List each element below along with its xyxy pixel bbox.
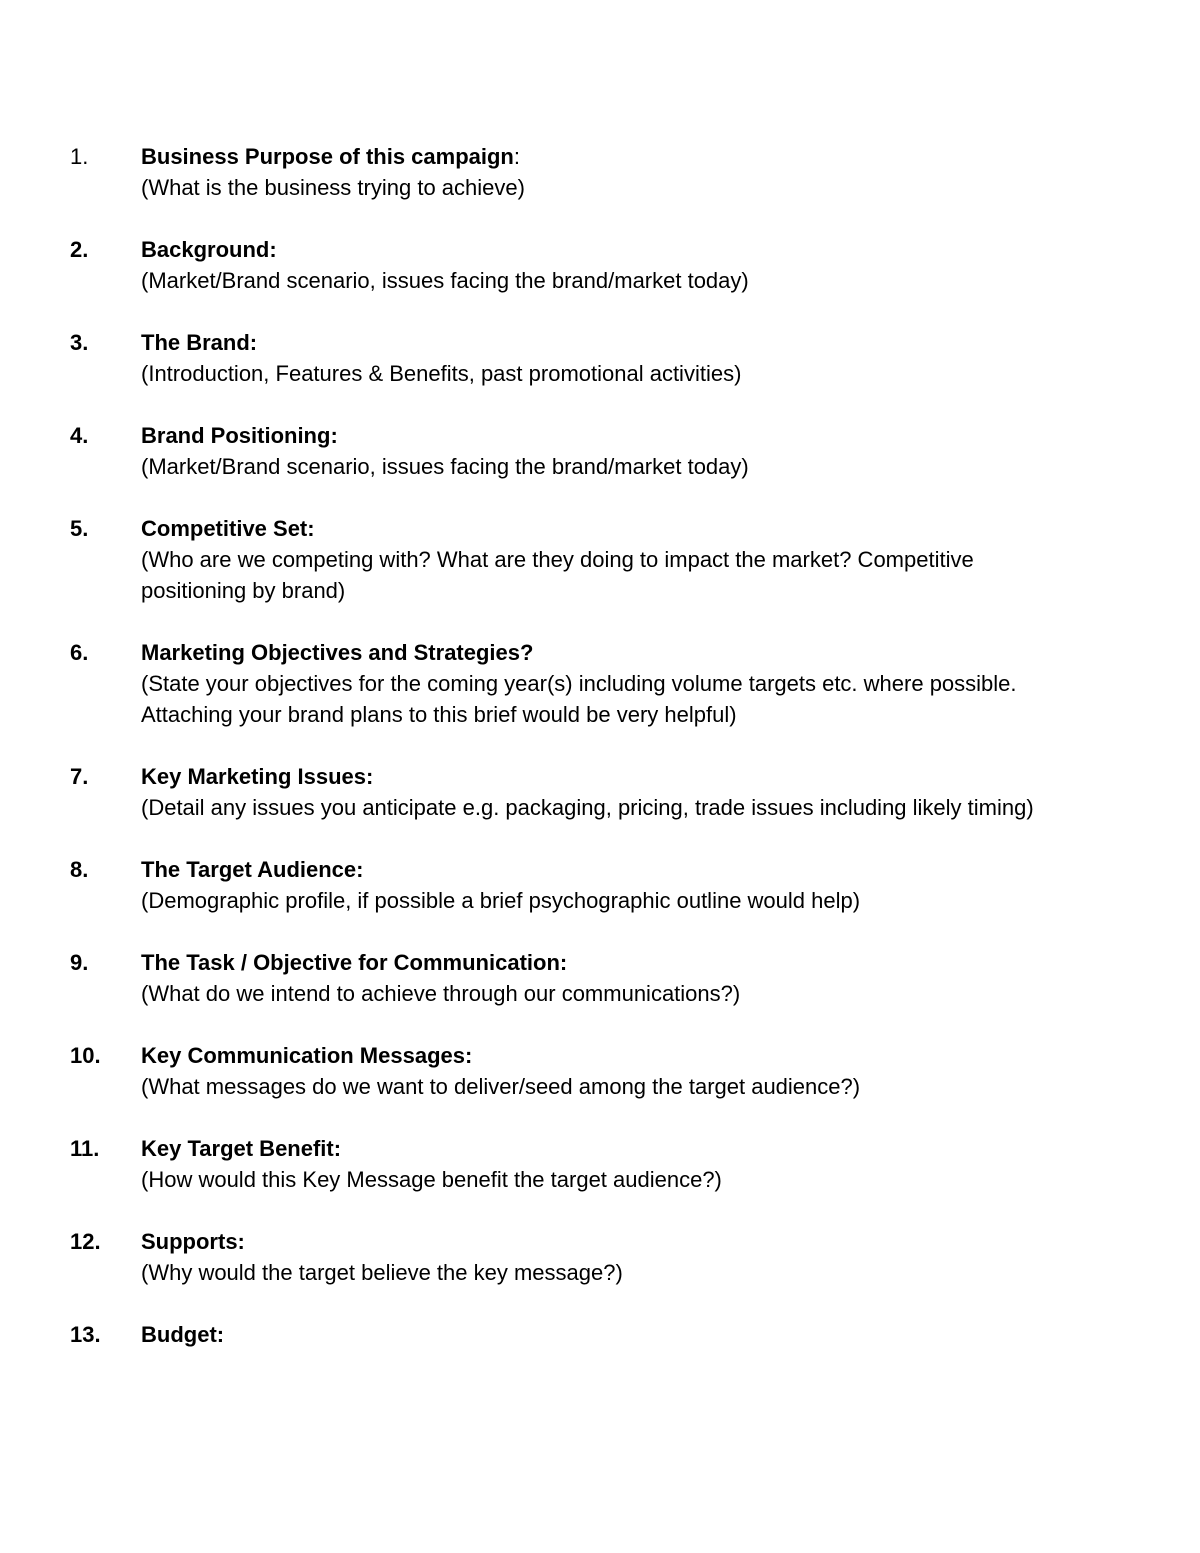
item-body — [141, 637, 1041, 730]
item-body — [141, 234, 1041, 296]
list-item — [70, 1133, 1070, 1195]
campaign-brief-list — [70, 141, 1070, 1350]
item-body — [141, 513, 1041, 606]
item-title: Key Communication Messages: — [141, 1043, 473, 1068]
list-item — [70, 1226, 1070, 1288]
item-title-text: Business Purpose of this campaign — [141, 144, 514, 169]
item-number: 4. — [70, 423, 89, 448]
item-title: Key Marketing Issues: — [141, 764, 374, 789]
item-body — [141, 1040, 1041, 1102]
item-title: Competitive Set: — [141, 516, 315, 541]
list-item — [70, 854, 1070, 916]
item-description: (Why would the target believe the key message?) — [141, 1260, 623, 1285]
list-item — [70, 513, 1070, 606]
list-item — [70, 761, 1070, 823]
item-title: Key Target Benefit: — [141, 1136, 342, 1161]
item-title: The Task / Objective for Communication: — [141, 950, 568, 975]
item-description: (What do we intend to achieve through our communications?) — [141, 981, 741, 1006]
item-body — [141, 854, 1041, 916]
item-description: (State your objectives for the coming year(s) including volume targets etc. where possible. Attaching your brand plans to this brief would be very helpful) — [141, 671, 1017, 727]
list-item — [70, 420, 1070, 482]
item-number: 11. — [70, 1136, 100, 1161]
item-number: 10. — [70, 1043, 101, 1068]
item-description: (What is the business trying to achieve) — [141, 175, 525, 200]
item-body — [141, 141, 1041, 203]
item-title: Brand Positioning: — [141, 423, 338, 448]
item-description: (Detail any issues you anticipate e.g. packaging, pricing, trade issues including likely timing) — [141, 795, 1034, 820]
item-body — [141, 420, 1041, 482]
item-title: Marketing Objectives and Strategies? — [141, 640, 534, 665]
item-title-suffix: : — [513, 144, 520, 169]
item-description: (Who are we competing with? What are they doing to impact the market? Competitive positioning by brand) — [141, 547, 974, 603]
item-body — [141, 1319, 1041, 1350]
item-body — [141, 327, 1041, 389]
item-number: 8. — [70, 857, 89, 882]
item-title: Budget: — [141, 1322, 225, 1347]
item-title: The Target Audience: — [141, 857, 364, 882]
list-item — [70, 234, 1070, 296]
item-number: 3. — [70, 330, 89, 355]
item-title: Background: — [141, 237, 277, 262]
list-item — [70, 327, 1070, 389]
item-description: (What messages do we want to deliver/seed among the target audience?) — [141, 1074, 861, 1099]
item-description: (Market/Brand scenario, issues facing the brand/market today) — [141, 454, 749, 479]
item-title: Supports: — [141, 1229, 245, 1254]
item-body — [141, 947, 1041, 1009]
item-number: 9. — [70, 950, 89, 975]
item-description: (Demographic profile, if possible a brief psychographic outline would help) — [141, 888, 861, 913]
item-description: (Market/Brand scenario, issues facing the brand/market today) — [141, 268, 749, 293]
item-number: 5. — [70, 516, 89, 541]
item-number: 13. — [70, 1322, 101, 1347]
item-title — [141, 141, 1041, 172]
item-number: 6. — [70, 640, 89, 665]
list-item — [70, 637, 1070, 730]
list-item — [70, 141, 1070, 203]
item-body — [141, 761, 1041, 823]
item-description: (How would this Key Message benefit the target audience?) — [141, 1167, 722, 1192]
item-number: 2. — [70, 237, 89, 262]
item-number: 1. — [70, 144, 89, 169]
item-body — [141, 1226, 1041, 1288]
item-description: (Introduction, Features & Benefits, past promotional activities) — [141, 361, 742, 386]
list-item — [70, 947, 1070, 1009]
list-item — [70, 1319, 1070, 1350]
list-item — [70, 1040, 1070, 1102]
item-number: 12. — [70, 1229, 101, 1254]
item-title: The Brand: — [141, 330, 258, 355]
item-number: 7. — [70, 764, 89, 789]
item-body — [141, 1133, 1041, 1195]
